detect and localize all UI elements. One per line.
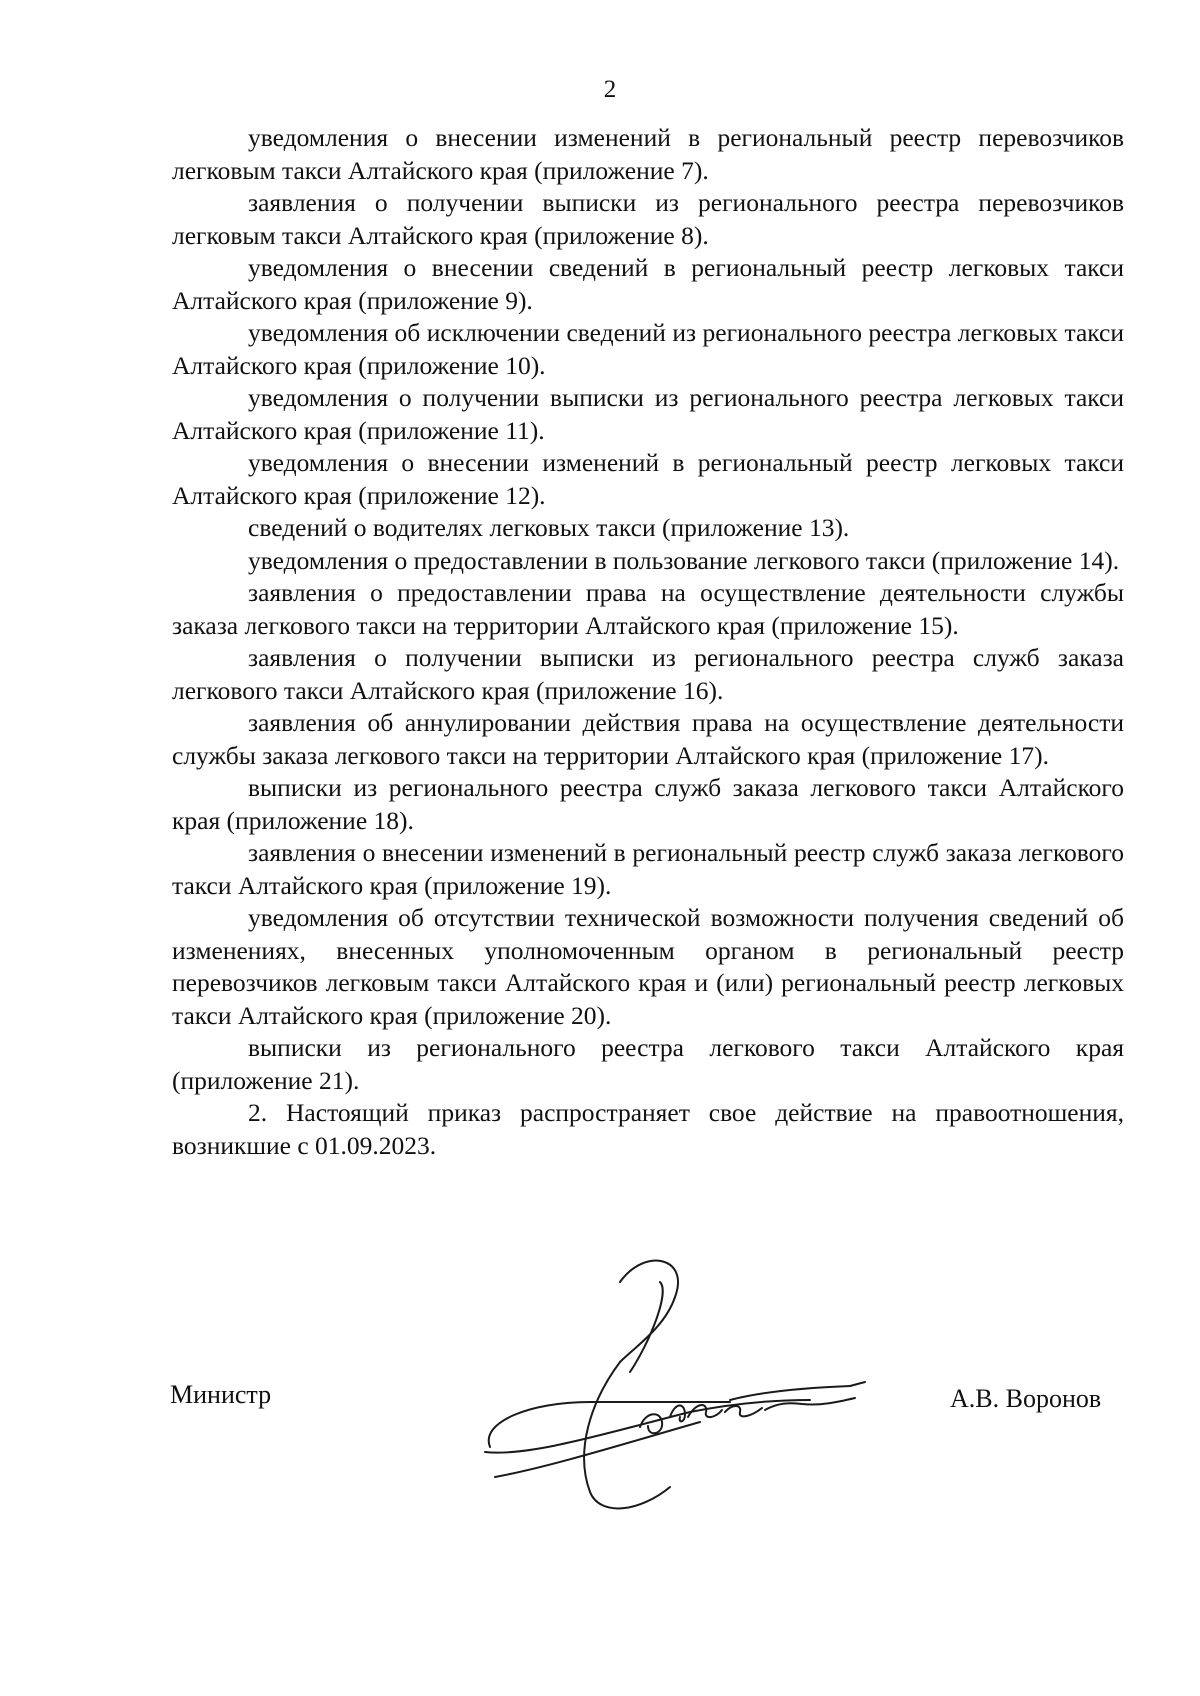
signature-block: [0, 1380, 1200, 1540]
signer-name: А.В. Воронов: [950, 1384, 1102, 1413]
paragraph-effective-date: 2. Настоящий приказ распространяет свое действие на правоотношения, возникшие с 01.09.2023.: [172, 1098, 1124, 1160]
signer-position: Министр: [170, 1380, 272, 1409]
paragraph-appendix-7: уведомления о внесении изменений в региональный реестр перевозчиков легковым такси Алтайского края (приложение 7).: [172, 123, 1124, 185]
paragraph-appendix-20: уведомления об отсутствии технической возможности получения сведений об изменениях, внесенных уполномоченным органом в региональный реестр перевозчиков легковым такси Алтайского края и (или) региональный реестр легковых такси Алтайского края (приложение 20).: [172, 903, 1124, 1030]
paragraph-appendix-9: уведомления о внесении сведений в региональный реестр легковых такси Алтайского края (приложение 9).: [172, 253, 1124, 315]
paragraph-appendix-21: выписки из регионального реестра легкового такси Алтайского края (приложение 21).: [172, 1033, 1124, 1095]
paragraph-appendix-13: сведений о водителях легковых такси (приложение 13).: [248, 513, 850, 542]
paragraph-appendix-10: уведомления об исключении сведений из регионального реестра легковых такси Алтайского края (приложение 10).: [172, 318, 1124, 380]
paragraph-appendix-14: уведомления о предоставлении в пользование легкового такси (приложение 14).: [248, 545, 1120, 575]
page-number: 2: [603, 76, 617, 103]
paragraph-appendix-15: заявления о предоставлении права на осуществление деятельности службы заказа легкового такси на территории Алтайского края (приложение 15).: [172, 578, 1124, 640]
paragraph-appendix-19: заявления о внесении изменений в региональный реестр служб заказа легкового такси Алтайского края (приложение 19).: [172, 838, 1124, 900]
paragraph-appendix-12: уведомления о внесении изменений в региональный реестр легковых такси Алтайского края (приложение 12).: [172, 448, 1124, 510]
paragraph-appendix-8: заявления о получении выписки из регионального реестра перевозчиков легковым такси Алтайского края (приложение 8).: [172, 188, 1124, 250]
paragraph-appendix-18: выписки из регионального реестра служб заказа легкового такси Алтайского края (приложение 18).: [172, 773, 1124, 835]
handwritten-signature: [470, 1252, 910, 1522]
document-body: [172, 122, 1124, 1162]
paragraph-appendix-17: заявления об аннулировании действия права на осуществление деятельности службы заказа легкового такси на территории Алтайского края (приложение 17).: [172, 708, 1124, 770]
paragraph-appendix-11: уведомления о получении выписки из регионального реестра легковых такси Алтайского края (приложение 11).: [172, 383, 1124, 445]
paragraph-appendix-16: заявления о получении выписки из регионального реестра служб заказа легкового такси Алтайского края (приложение 16).: [172, 643, 1124, 705]
